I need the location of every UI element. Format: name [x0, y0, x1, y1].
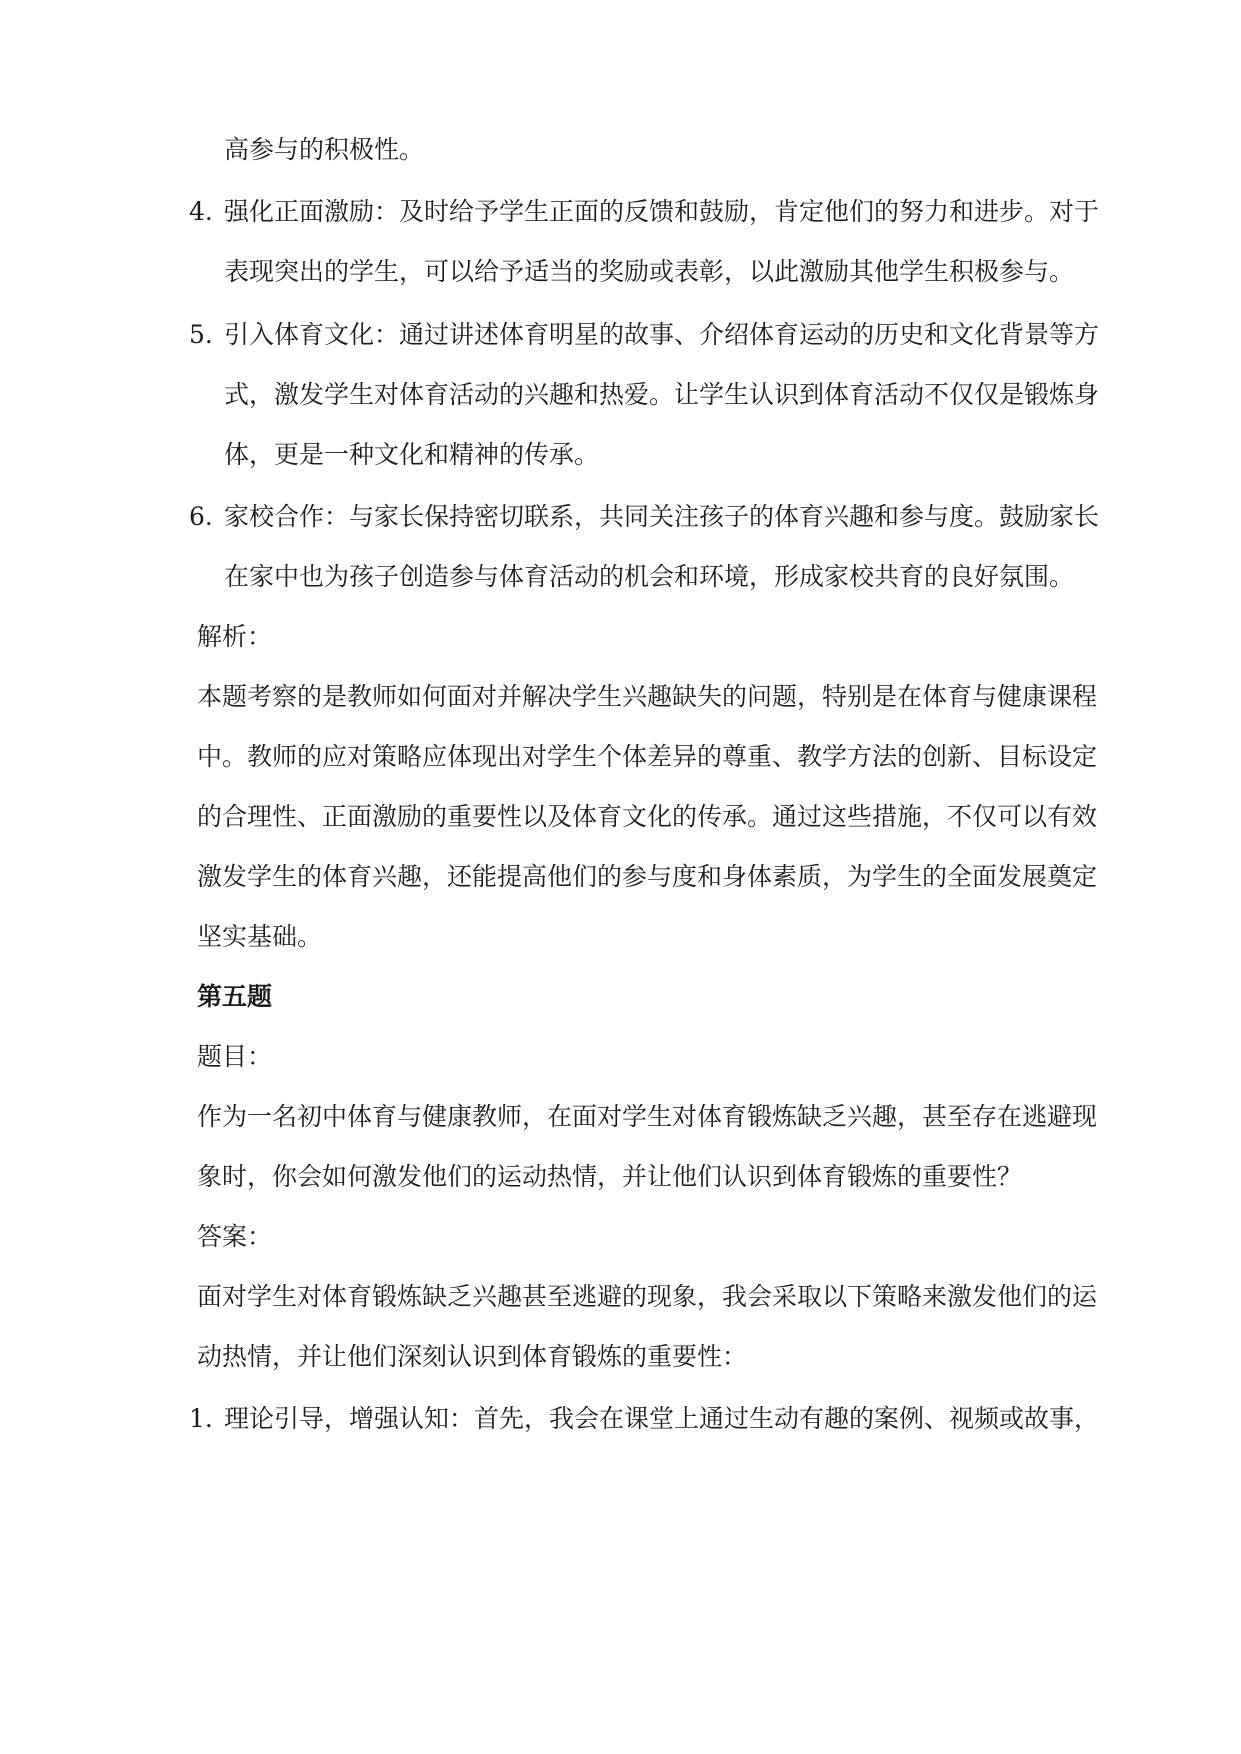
analysis-paragraph-line5: 坚实基础。 [197, 922, 323, 951]
item5-line2: 式，激发学生对体育活动的兴趣和热爱。让学生认识到体育活动不仅仅是锻炼身 [224, 380, 1100, 409]
item6-number: 6. [189, 502, 213, 531]
question5-heading: 第五题 [197, 982, 273, 1011]
question5-text-line2: 象时，你会如何激发他们的运动热情，并让他们认识到体育锻炼的重要性？ [197, 1162, 1023, 1191]
item6-line1: 家校合作：与家长保持密切联系，共同关注孩子的体育兴趣和参与度。鼓励家长 [224, 502, 1100, 531]
item5-line3: 体，更是一种文化和精神的传承。 [224, 440, 600, 469]
item5-number: 5. [189, 320, 213, 349]
item6-line2: 在家中也为孩子创造参与体育活动的机会和环境，形成家校共育的良好氛围。 [224, 562, 1075, 591]
item4-number: 4. [189, 197, 213, 226]
question5-topic-label: 题目： [197, 1042, 273, 1071]
answer-item1-line1: 理论引导，增强认知：首先，我会在课堂上通过生动有趣的案例、视频或故事， [224, 1404, 1100, 1433]
analysis-paragraph-line1: 本题考察的是教师如何面对并解决学生兴趣缺失的问题，特别是在体育与健康课程 [197, 682, 1098, 711]
question5-answer-line2: 动热情，并让他们深刻认识到体育锻炼的重要性： [197, 1342, 748, 1371]
item5-line1: 引入体育文化：通过讲述体育明星的故事、介绍体育运动的历史和文化背景等方 [224, 320, 1100, 349]
question5-answer-line1: 面对学生对体育锻炼缺乏兴趣甚至逃避的现象，我会采取以下策略来激发他们的运 [197, 1282, 1098, 1311]
analysis-paragraph-line2: 中。教师的应对策略应体现出对学生个体差异的尊重、教学方法的创新、目标设定 [197, 742, 1098, 771]
item4-line1: 强化正面激励：及时给予学生正面的反馈和鼓励，肯定他们的努力和进步。对于 [224, 197, 1100, 226]
item3-continuation: 高参与的积极性。 [224, 135, 425, 164]
analysis-label: 解析： [197, 622, 273, 651]
question5-answer-label: 答案： [197, 1222, 273, 1251]
item4-line2: 表现突出的学生，可以给予适当的奖励或表彰，以此激励其他学生积极参与。 [224, 257, 1075, 286]
question5-text-line1: 作为一名初中体育与健康教师，在面对学生对体育锻炼缺乏兴趣，甚至存在逃避现 [197, 1102, 1098, 1131]
answer-item1-number: 1. [189, 1404, 213, 1433]
analysis-paragraph-line4: 激发学生的体育兴趣，还能提高他们的参与度和身体素质，为学生的全面发展奠定 [197, 862, 1098, 891]
analysis-paragraph-line3: 的合理性、正面激励的重要性以及体育文化的传承。通过这些措施，不仅可以有效 [197, 802, 1098, 831]
